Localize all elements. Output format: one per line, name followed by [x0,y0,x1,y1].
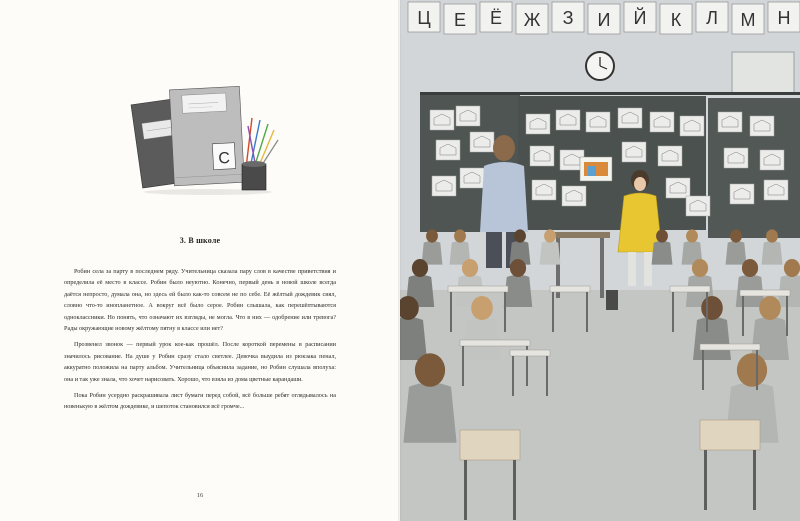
pinned-drawing [530,146,554,166]
pinned-drawing [622,142,646,162]
student-head [471,296,493,320]
student-head [412,259,428,277]
pinned-drawing [764,180,788,200]
paragraph-1: Робин села за парту в последнем ряду. Учительница сказала пару слов в качестве приветствия и определила её место в классе. Робин было неуютно. Конечно, первый день в новой школе всегда даётся непросто, думала она, но здесь ей было как-то совсем не по себе. Её жёлтый дождевик сиял, словно что-то инопланетное. А вокруг всё было серое. Робин слышала, как перешёптываются одноклассники. Но понять, что означают их взгляды, не могла. Что в них — одобрение или тревога? Рады окружающие новому жёлтому пятну в классе или нет? [64,268,336,333]
student-desk [670,286,710,292]
student-desk [700,344,760,350]
paragraph-3: Пока Робин усердно раскрашивала лист бумаги перед собой, всё больше ребят оглядывалось на новенькую в жёлтом дождевике, и шепоток становился всё громче... [64,392,336,411]
page-number: 16 [196,492,204,499]
pinned-drawing [730,184,754,204]
pinned-drawing [650,112,674,132]
notebook-letter: С [217,149,231,168]
student-head [454,229,466,242]
pinned-drawing [460,168,484,188]
pinned-drawing [618,108,642,128]
pinned-drawing [436,140,460,160]
pinned-drawing [470,132,494,152]
banner-letter: Л [706,8,718,28]
student-desk [550,286,590,292]
student-head [730,229,742,242]
pinned-drawing [430,110,454,130]
chapter-body [64,266,336,418]
student-body [762,241,783,265]
pinned-drawing [556,110,580,130]
student-head [656,229,668,242]
student-head [737,353,767,387]
student-head [426,229,438,242]
student-head [766,229,778,242]
pinned-drawing [432,176,456,196]
banner-letter: Ц [417,8,431,28]
banner-letter: М [740,10,756,30]
pinned-drawing [718,112,742,132]
student-desk [510,350,550,356]
banner-letter: Е [453,10,467,30]
student-desk [740,290,790,296]
student-body [540,241,561,265]
student-body [726,241,747,265]
banner-letter: Ж [523,10,541,30]
pinned-drawing [586,112,610,132]
student-head [701,296,723,320]
student-head [415,353,445,387]
student-body [400,317,427,360]
pinned-drawing [666,178,690,198]
notebooks-and-pencils-illustration [128,78,288,198]
pinned-drawing [750,116,774,136]
student-body [652,241,673,265]
student-body [403,383,456,443]
pinned-drawing [686,196,710,216]
pinned-drawing [562,186,586,206]
chair-back [700,420,760,450]
banner-letter: З [562,8,574,28]
teacher-desk [550,232,610,238]
chapter-title: 3. В школе [179,236,221,245]
pinned-drawing [658,146,682,166]
student-head [686,229,698,242]
pinned-drawing [456,106,480,126]
chair-back [460,430,520,460]
wall-cabinet [732,52,794,94]
pinned-drawing [680,116,704,136]
banner-letter: Н [777,8,791,28]
banner-letter: Й [633,8,647,28]
student-desk [460,340,530,346]
front-notebook [169,86,244,186]
backpack [606,290,618,310]
student-head [784,259,800,277]
paragraph-2: Прозвенел звонок — первый урок кое-как прошёл. После короткой перемены в расписании значилось рисование. На душе у Робин сразу стало светлее. Девочка выудила из рюкзака пенал, аккуратно положила на парту альбом. Учительница объяснила задание, но Робин слушала вполуха: она и так уже знала, что хочет нарисовать. Хорошо, что взяла из дома цветные карандаши. [64,341,336,383]
book-gutter [398,0,402,521]
wall-clock [586,52,614,80]
student-body [693,317,731,360]
banner-letter: К [670,10,682,30]
banner-letter: И [597,10,611,30]
student-head [742,259,758,277]
student-head [510,259,526,277]
classroom-illustration [400,0,800,521]
pinned-drawing [724,148,748,168]
pinned-drawing [760,150,784,170]
student-desk [448,286,508,292]
pinned-drawing [526,114,550,134]
student-body [463,317,501,360]
student-head [544,229,556,242]
student-head [514,229,526,242]
pencil-cup [242,118,278,190]
student-head [462,259,478,277]
banner-letter: Ё [489,8,503,28]
alphabet-banner [408,2,800,34]
pinned-drawing [532,180,556,200]
student-head [759,296,781,320]
right-page [400,0,800,521]
student-head [692,259,708,277]
